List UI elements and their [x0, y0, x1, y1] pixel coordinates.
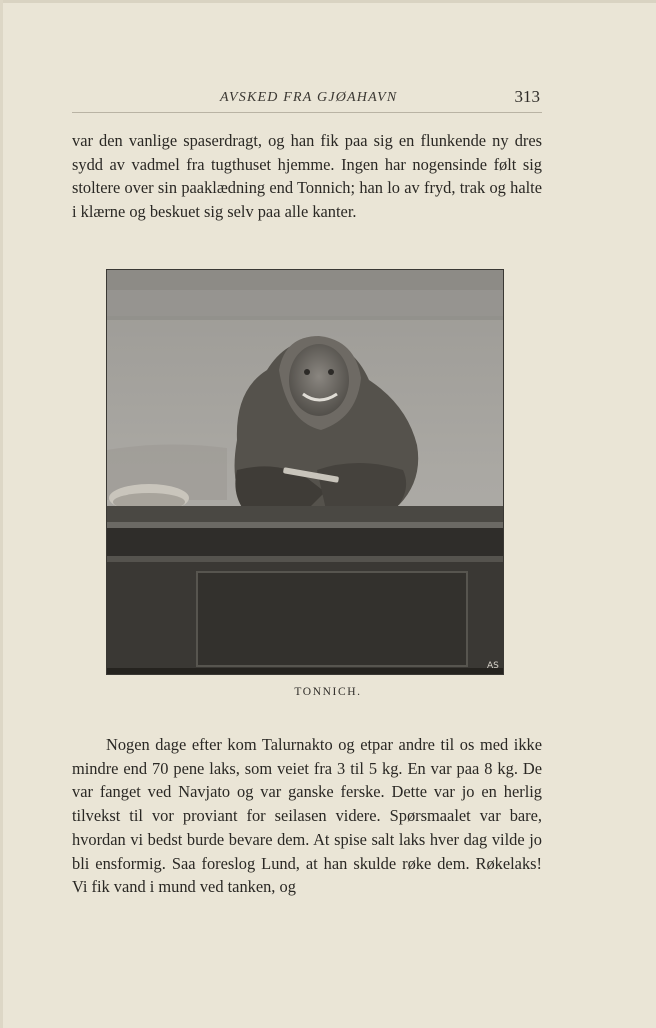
running-head-title: AVSKED FRA GJØAHAVN — [220, 90, 398, 105]
running-head — [72, 87, 542, 113]
page-edge — [0, 0, 3, 1028]
svg-text:AS: AS — [487, 661, 499, 671]
page-number: 313 — [514, 87, 540, 106]
figure-photograph — [106, 269, 504, 675]
figure-caption: TONNICH. — [294, 686, 362, 698]
paragraph-2: Nogen dage efter kom Talurnakto og etpar andre til os med ikke mindre end 70 pene laks, som veiet fra 3 til 5 kg. En var paa 8 kg. De var fanget ved Navjato og var ganske ferske. Dette var jo en herlig tilvekst til vor proviant for seilasen videre. Spørsmaalet var bare, hvordan vi bedst burde bevare dem. At spise salt laks hver dag vilde jo bli ensformig. Saa foreslog Lund, at han skulde røke dem. Røkelaks! Vi fik vand i mund ved tanken, og — [72, 735, 542, 897]
paragraph-1: var den vanlige spaserdragt, og han fik paa sig en flunkende ny dres sydd av vadmel fra tugthuset hjemme. Ingen har nogensinde følt sig stoltere over sin paaklædning end Tonnich; han lo av fryd, trak og halte i klærne og beskuet sig selv paa alle kanter. — [72, 131, 542, 222]
page-edge — [0, 0, 656, 3]
photograph-illustration-icon — [107, 270, 503, 674]
